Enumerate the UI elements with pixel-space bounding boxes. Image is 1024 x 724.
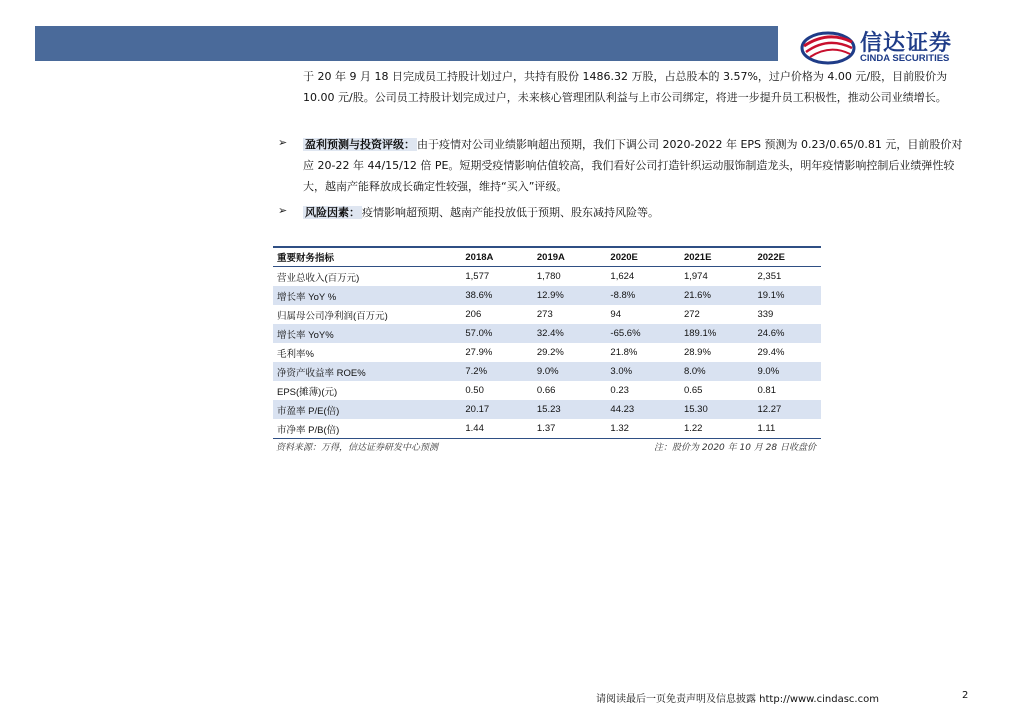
- table-row: [273, 267, 821, 287]
- logo-name-cn: 信达证券: [860, 31, 953, 56]
- row-label-cell: 增长率 YoY%: [273, 324, 461, 343]
- value-cell: 0.23: [610, 385, 629, 396]
- row-label-cell: 增长率 YoY %: [273, 286, 461, 305]
- bullet-arrow-icon: ➢: [278, 136, 288, 149]
- value-cell: 94: [610, 309, 621, 320]
- row-label-cell: 毛利率%: [277, 348, 314, 360]
- value-cell: 19.1%: [753, 286, 821, 305]
- table-header-cell: 2019A: [533, 247, 607, 267]
- table-header-cell: 重要财务指标: [273, 247, 461, 267]
- table-header-row: [273, 247, 821, 267]
- table-row: [273, 419, 821, 439]
- value-cell: 9.0%: [753, 362, 821, 381]
- value-cell: 27.9%: [465, 347, 493, 358]
- value-cell: 0.66: [536, 385, 556, 396]
- body-paragraph: 于 20 年 9 月 18 日完成员工持股计划过户，共持有股份 1486.32 万股，占总股本的 3.57%，过户价格为 4.00 元/股，目前股价为 10.00 元/股。公司员工持股计划完成过户，未来核心管理团队利益与上市公司绑定，将进一步提升员工积极性，推动公司业绩增长。: [303, 70, 948, 104]
- financial-indicators-table: [273, 246, 821, 439]
- value-cell: 1,624: [610, 271, 635, 282]
- value-cell: 1.44: [461, 419, 533, 439]
- risk-factors-text: 疫情影响超预期、越南产能投放低于预期、股东减持风险等。: [362, 206, 659, 219]
- value-cell: 29.4%: [757, 347, 785, 358]
- earnings-forecast-paragraph: [303, 134, 971, 197]
- value-cell: 273: [536, 309, 553, 320]
- value-cell: 38.6%: [461, 286, 533, 305]
- row-label-cell: 市盈率 P/E(倍): [273, 400, 461, 419]
- value-cell: 206: [465, 309, 482, 320]
- value-cell: 12.27: [753, 400, 821, 419]
- table-row: [273, 362, 821, 381]
- value-cell: 3.0%: [606, 362, 680, 381]
- cinda-globe-icon: [800, 26, 856, 66]
- value-cell: 0.65: [683, 385, 703, 396]
- bullet-arrow-icon: ➢: [278, 204, 288, 217]
- value-cell: 272: [683, 309, 700, 320]
- risk-factors-paragraph: [303, 202, 971, 223]
- value-cell: 57.0%: [461, 324, 533, 343]
- table-source: 资料来源：万得，信达证券研发中心预测: [276, 443, 439, 453]
- table-header-cell: 2022E: [753, 247, 821, 267]
- value-cell: 8.0%: [680, 362, 754, 381]
- value-cell: 1,974: [683, 271, 708, 282]
- risk-factors-label: 风险因素：: [305, 206, 360, 219]
- table-row: [273, 381, 821, 400]
- value-cell: 7.2%: [461, 362, 533, 381]
- value-cell: 28.9%: [683, 347, 711, 358]
- value-cell: 1,780: [536, 271, 561, 282]
- value-cell: 0.81: [757, 385, 776, 396]
- value-cell: 189.1%: [680, 324, 754, 343]
- value-cell: 29.2%: [536, 347, 564, 358]
- value-cell: 21.6%: [680, 286, 754, 305]
- page-number: 2: [962, 690, 969, 701]
- value-cell: 9.0%: [533, 362, 607, 381]
- table-header-cell: 2018A: [461, 247, 533, 267]
- table-header-cell: 2021E: [680, 247, 754, 267]
- table-header-cell: 2020E: [606, 247, 680, 267]
- row-label-cell: 净资产收益率 ROE%: [273, 362, 461, 381]
- table-row: [273, 324, 821, 343]
- table-row: [273, 286, 821, 305]
- value-cell: -65.6%: [606, 324, 680, 343]
- table-note: 注：股价为 2020 年 10 月 28 日收盘价: [654, 443, 816, 453]
- value-cell: 20.17: [461, 400, 533, 419]
- row-label-cell: 归属母公司净利润(百万元): [277, 310, 388, 322]
- cinda-logo: [800, 22, 980, 68]
- value-cell: 15.30: [680, 400, 754, 419]
- value-cell: 44.23: [606, 400, 680, 419]
- value-cell: 15.23: [533, 400, 607, 419]
- value-cell: 339: [757, 309, 774, 320]
- value-cell: 12.9%: [533, 286, 607, 305]
- earnings-forecast-label: 盈利预测与投资评级：: [305, 138, 415, 151]
- logo-name-en: CINDA SECURITIES: [860, 53, 950, 64]
- row-label-cell: EPS(摊薄)(元): [277, 386, 338, 398]
- table-row: [273, 343, 821, 362]
- value-cell: 32.4%: [533, 324, 607, 343]
- table-row: [273, 400, 821, 419]
- value-cell: 1.22: [680, 419, 754, 439]
- header-bar: [35, 26, 778, 61]
- footer-disclaimer: 请阅读最后一页免责声明及信息披露 http://www.cindasc.com: [596, 694, 879, 705]
- row-label-cell: 营业总收入(百万元): [277, 272, 360, 284]
- value-cell: 2,351: [757, 271, 782, 282]
- value-cell: 1.32: [606, 419, 680, 439]
- value-cell: 1.11: [753, 419, 821, 439]
- value-cell: 24.6%: [753, 324, 821, 343]
- earnings-forecast-text: 由于疫情对公司业绩影响超出预期，我们下调公司 2020-2022 年 EPS 预测为 0.23/0.65/0.81 元，目前股价对应 20-22 年 44/15/12 倍 PE。短期受疫情影响估值较高，我们看好公司打造针织运动服饰制造龙头，明年疫情影响控制后业绩弹性较大，越南产能释放成长确定性较强，维持“买入”评级。: [303, 138, 963, 193]
- value-cell: 1,577: [465, 271, 490, 282]
- value-cell: -8.8%: [606, 286, 680, 305]
- row-label-cell: 市净率 P/B(倍): [273, 419, 461, 439]
- value-cell: 1.37: [533, 419, 607, 439]
- table-row: [273, 305, 821, 324]
- value-cell: 0.50: [465, 385, 484, 396]
- value-cell: 21.8%: [610, 347, 638, 358]
